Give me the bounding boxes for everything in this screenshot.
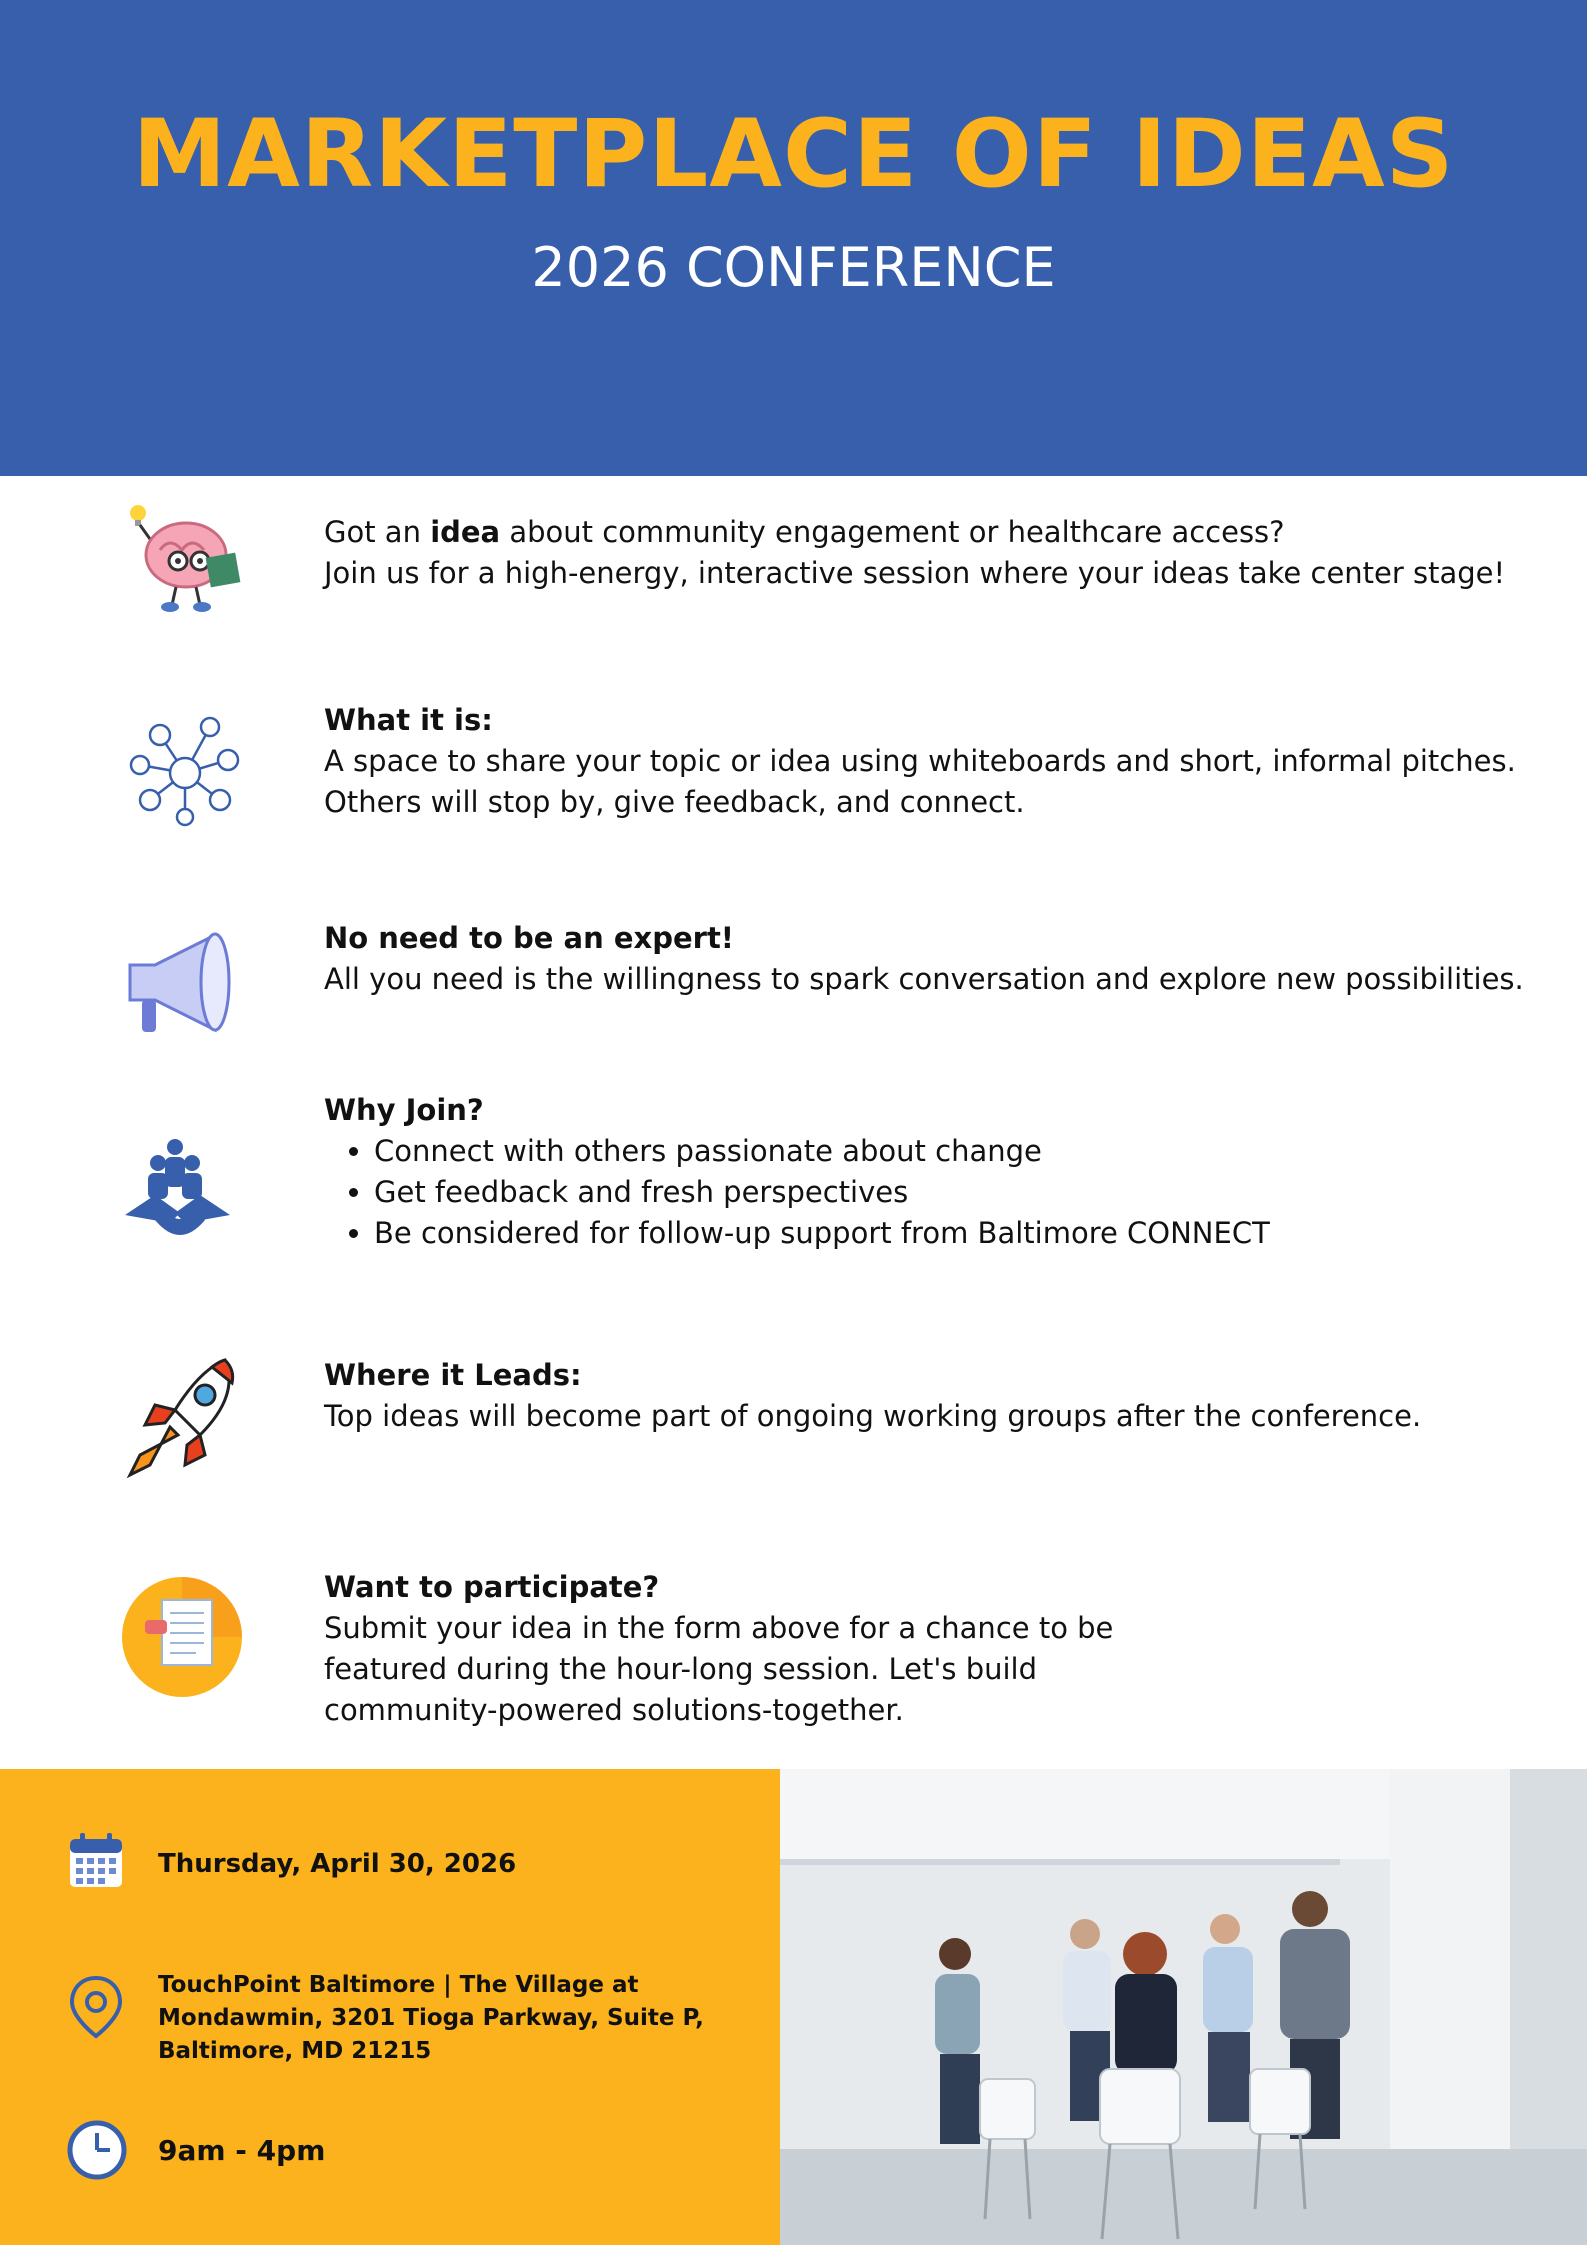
participate-text: Want to participate? Submit your idea in the form above for a chance to be featured during the hour-long session. Let's build community-powered solutions-together. [324,1567,1113,1731]
event-date: Thursday, April 30, 2026 [158,1849,517,1879]
network-people-icon [120,705,250,835]
footer [0,1769,1587,2245]
participate-heading: Want to participate? [324,1570,660,1604]
page-title: MARKETPLACE OF IDEAS [132,100,1455,209]
megaphone-icon [120,920,250,1050]
intro-text: Got an idea about community engagement or healthcare access? Join us for a high-energy, interactive session where your ideas take center stage! [324,515,1506,590]
list-item: • Be considered for follow-up support from Baltimore CONNECT [374,1213,1270,1254]
idea-emphasis: idea [430,515,501,549]
people-meeting-illustration [780,1769,1587,2245]
what-text: What it is: A space to share your topic or idea using whiteboards and short, informal pitches. Others will stop by, give feedback, and connect. [324,700,1516,823]
leads-text: Where it Leads: Top ideas will become part of ongoing working groups after the conference. [324,1355,1421,1437]
calendar-icon [66,1831,126,1891]
event-location: TouchPoint Baltimore | The Village at Mondawmin, 3201 Tioga Parkway, Suite P, Baltimore, MD 21215 [158,1972,704,2064]
handshake-community-icon [120,1135,250,1265]
list-item: • Connect with others passionate about change [374,1131,1270,1172]
location-pin-icon [66,1974,126,2040]
why-list [324,1131,1270,1254]
leads-heading: Where it Leads: [324,1358,582,1392]
meeting-photo [780,1769,1587,2245]
why-heading: Why Join? [324,1093,484,1127]
why-text [324,1090,1270,1254]
clock-icon [66,2119,128,2181]
expert-heading: No need to be an expert! [324,921,735,955]
expert-text: No need to be an expert! All you need is the willingness to spark conversation and explore new possibilities. [324,918,1524,1000]
list-item: • Get feedback and fresh perspectives [374,1172,1270,1213]
event-details [0,1769,780,2245]
what-heading: What it is: [324,703,493,737]
event-time: 9am - 4pm [158,2134,326,2167]
header-banner [0,0,1587,476]
brain-reading-icon [120,495,250,625]
document-submit-icon [120,1575,250,1705]
rocket-icon [120,1355,250,1485]
page-subtitle: 2026 CONFERENCE [531,236,1056,299]
